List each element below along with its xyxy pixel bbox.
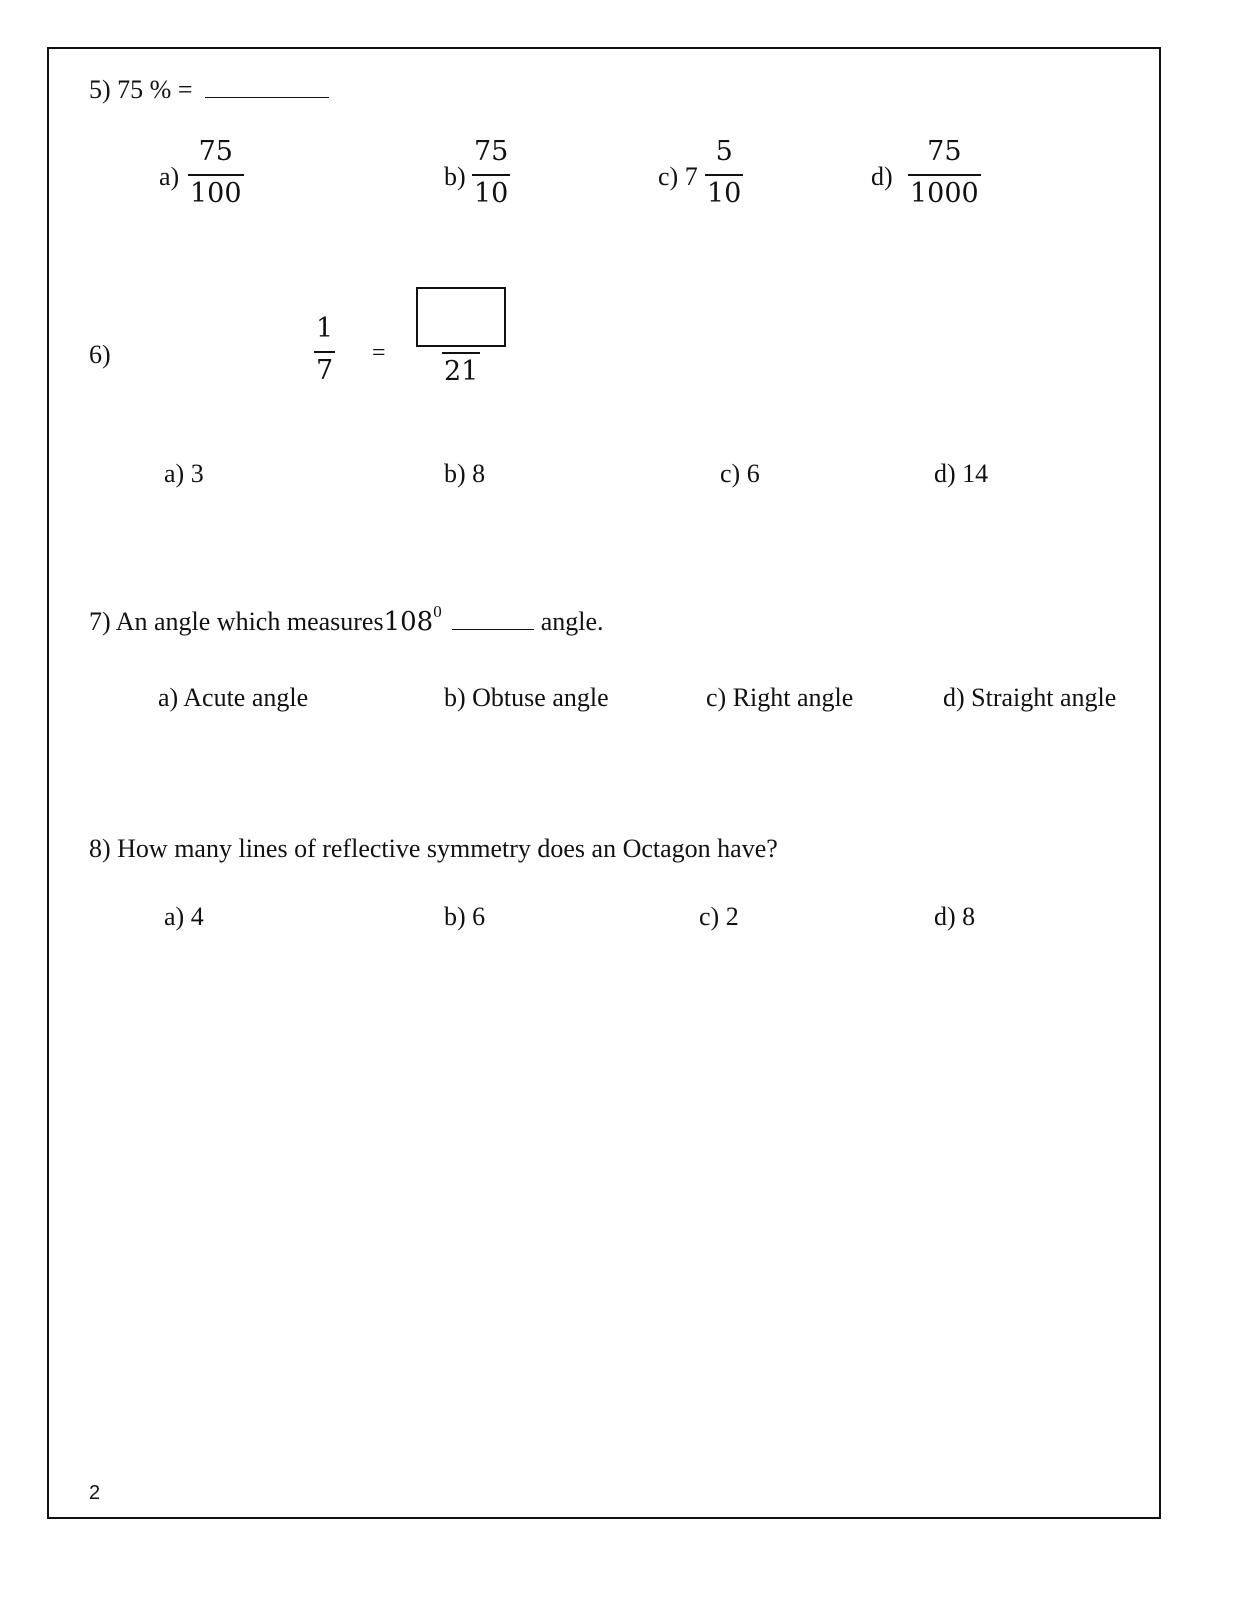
question-6-number: 6) [89, 340, 111, 369]
question-8-prompt: 8) How many lines of reflective symmetry does an Octagon have? [89, 834, 778, 863]
q5-option-c-label: c) 7 [658, 162, 698, 191]
q8-option-b: b) 6 [444, 902, 486, 931]
q5-option-a-label: a) [159, 162, 180, 191]
fraction-denominator: 100 [190, 178, 242, 209]
q5-option-a-fraction [188, 136, 244, 210]
fraction-numerator: 75 [198, 136, 233, 167]
question-5-text: 5) 75 % = [89, 75, 193, 104]
question-7-prompt [89, 597, 604, 637]
answer-blank [205, 73, 329, 98]
q6-option-c: c) 6 [720, 459, 760, 488]
question-7-text-end: angle. [540, 607, 604, 636]
answer-box[interactable] [416, 287, 506, 347]
q7-option-c: c) Right angle [706, 683, 854, 712]
question-5-prompt [89, 73, 329, 105]
q6-option-a: a) 3 [164, 459, 204, 488]
q7-option-d: d) Straight angle [943, 683, 1117, 712]
q7-option-a: a) Acute angle [158, 683, 309, 712]
degree-superscript: 0 [433, 602, 442, 621]
answer-blank [452, 605, 534, 630]
fraction-bar [314, 351, 335, 353]
fraction-numerator: 75 [927, 136, 962, 167]
fraction-bar [188, 174, 244, 176]
q5-option-b-fraction [472, 136, 510, 210]
fraction-numerator: 1 [316, 313, 334, 344]
q5-option-d-fraction [908, 136, 981, 210]
fraction-denominator: 1000 [910, 178, 979, 209]
denominator-overline [442, 352, 480, 354]
q8-option-c: c) 2 [699, 902, 739, 931]
q5-option-b-label: b) [444, 162, 466, 191]
q6-fraction [314, 313, 335, 387]
q7-option-b: b) Obtuse angle [444, 683, 609, 712]
q6-option-b: b) 8 [444, 459, 486, 488]
fraction-denominator: 10 [474, 178, 509, 209]
fraction-denominator: 7 [316, 355, 334, 386]
q8-option-a: a) 4 [164, 902, 204, 931]
q5-option-d-label: d) [871, 162, 893, 191]
angle-value: 108 [383, 607, 434, 637]
equals-sign: = [372, 340, 386, 366]
fraction-numerator: 5 [715, 136, 733, 167]
fraction-denominator: 10 [707, 178, 742, 209]
fraction-bar [908, 174, 981, 176]
q8-option-d: d) 8 [934, 902, 976, 931]
q6-target-denominator: 21 [444, 356, 479, 387]
fraction-bar [705, 174, 743, 176]
q5-option-c-fraction [705, 136, 743, 210]
fraction-numerator: 75 [474, 136, 509, 167]
fraction-bar [472, 174, 510, 176]
page-border [47, 47, 1161, 1519]
question-7-text-start: 7) An angle which measures [89, 607, 384, 636]
page-number: 2 [89, 1482, 101, 1504]
q6-option-d: d) 14 [934, 459, 989, 488]
